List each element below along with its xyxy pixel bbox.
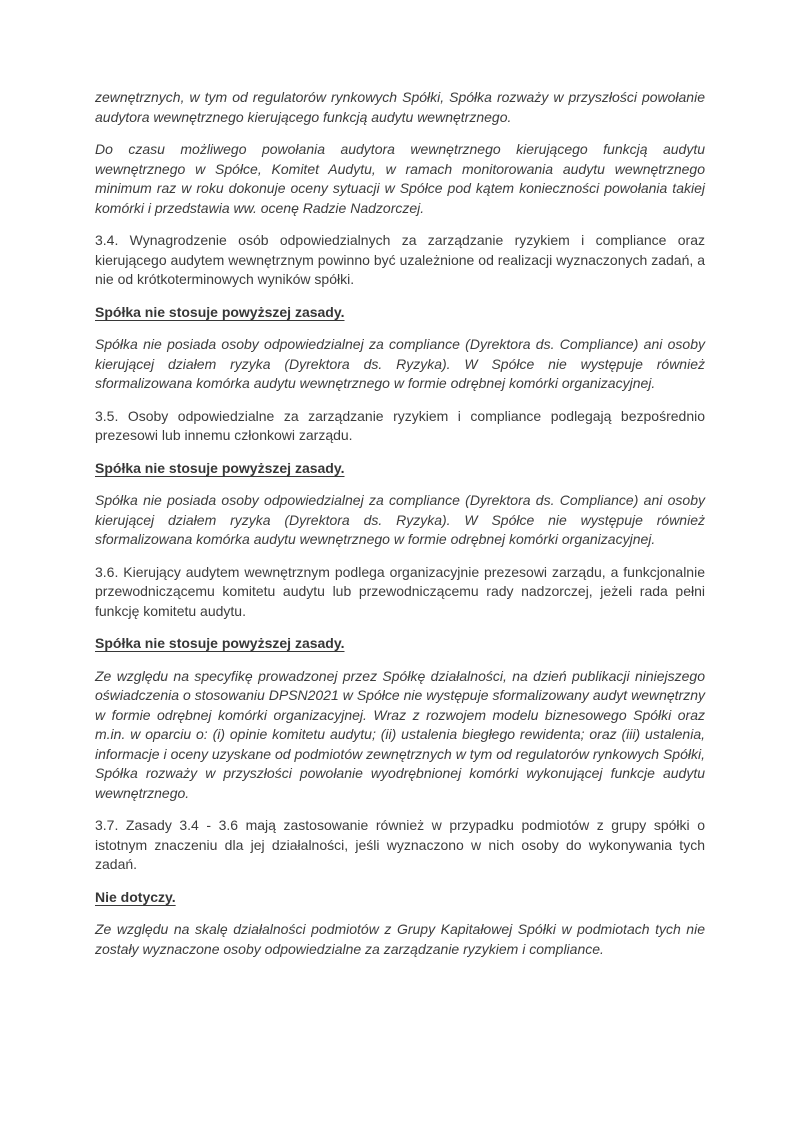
explanation-paragraph-rule-3-4: Spółka nie posiada osoby odpowiedzialnej za compliance (Dyrektora ds. Compliance) ani osoby kierującej działem ryzyka (Dyrektora ds. Ryzyka). W Spółce nie występuje również sformalizowana komórka audytu wewnętrznego w formie odrębnej komórki organizacyjnej. [95,336,705,391]
commentary-paragraph-audit-committee: Do czasu możliwego powołania audytora wewnętrznego kierującego funkcją audytu wewnętrznego w Spółce, Komitet Audytu, w ramach monitorowania audytu wewnętrznego minimum raz w roku dokonuje oceny sytuacji w Spółce pod kątem konieczności powołania takiej komórki i przedstawia ww. ocenę Radzie Nadzorczej. [95,141,705,216]
explanation-paragraph-rule-3-7: Ze względu na skalę działalności podmiotów z Grupy Kapitałowej Spółki w podmiotach tych nie zostały wyznaczone osoby odpowiedzialne za zarządzanie ryzykiem i compliance. [95,921,705,957]
compliance-status-rule-3-4: Spółka nie stosuje powyższej zasady. [95,303,345,320]
explanation-paragraph-rule-3-6: Ze względu na specyfikę prowadzonej przez Spółkę działalności, na dzień publikacji niniejszego oświadczenia o stosowaniu DPSN2021 w Spółce nie występuje sformalizowany audyt wewnętrzny w formie odrębnej komórki organizacyjnej. Wraz z rozwojem modelu biznesowego Spółki oraz m.in. w oparciu o: (i) opinie komitetu audytu; (ii) ustalenia biegłego rewidenta; oraz (iii) ustalenia, informacje i oceny uzyskane od podmiotów zewnętrznych w tym od regulatorów rynkowych Spółki, Spółka rozważy w przyszłości powołanie wyodrębnionej komórki wykonującej funkcje audytu wewnętrznego. [95,667,705,801]
explanation-paragraph-rule-3-5: Spółka nie posiada osoby odpowiedzialnej za compliance (Dyrektora ds. Compliance) ani osoby kierującej działem ryzyka (Dyrektora ds. Ryzyka). W Spółce nie występuje również sformalizowana komórka audytu wewnętrznego w formie odrębnej komórki organizacyjnej. [95,492,705,547]
compliance-status-rule-3-7: Nie dotyczy. [95,888,176,905]
rule-3-7-paragraph: 3.7. Zasady 3.4 - 3.6 mają zastosowanie również w przypadku podmiotów z grupy spółki o istotnym znaczeniu dla jej działalności, jeśli wyznaczono w nich osoby do wykonywania tych zadań. [95,817,705,872]
rule-3-4-paragraph: 3.4. Wynagrodzenie osób odpowiedzialnych za zarządzanie ryzykiem i compliance oraz kierującego audytem wewnętrznym powinno być uzależnione od realizacji wyznaczonych zadań, a nie od krótkoterminowych wyników spółki. [95,232,705,287]
rule-3-5-paragraph: 3.5. Osoby odpowiedzialne za zarządzanie ryzykiem i compliance podlegają bezpośrednio prezesowi lub innemu członkowi zarządu. [95,407,705,443]
commentary-paragraph-continuation: zewnętrznych, w tym od regulatorów rynkowych Spółki, Spółka rozważy w przyszłości powołanie audytora wewnętrznego kierującego funkcją audytu wewnętrznego. [95,89,705,125]
compliance-status-rule-3-6: Spółka nie stosuje powyższej zasady. [95,635,345,651]
rule-3-6-paragraph: 3.6. Kierujący audytem wewnętrznym podlega organizacyjnie prezesowi zarządu, a funkcjonalnie przewodniczącemu komitetu audytu lub przewodniczącemu rady nadzorczej, jeżeli rada pełni funkcję komitetu audytu. [95,563,705,619]
compliance-status-rule-3-5: Spółka nie stosuje powyższej zasady. [95,459,345,476]
